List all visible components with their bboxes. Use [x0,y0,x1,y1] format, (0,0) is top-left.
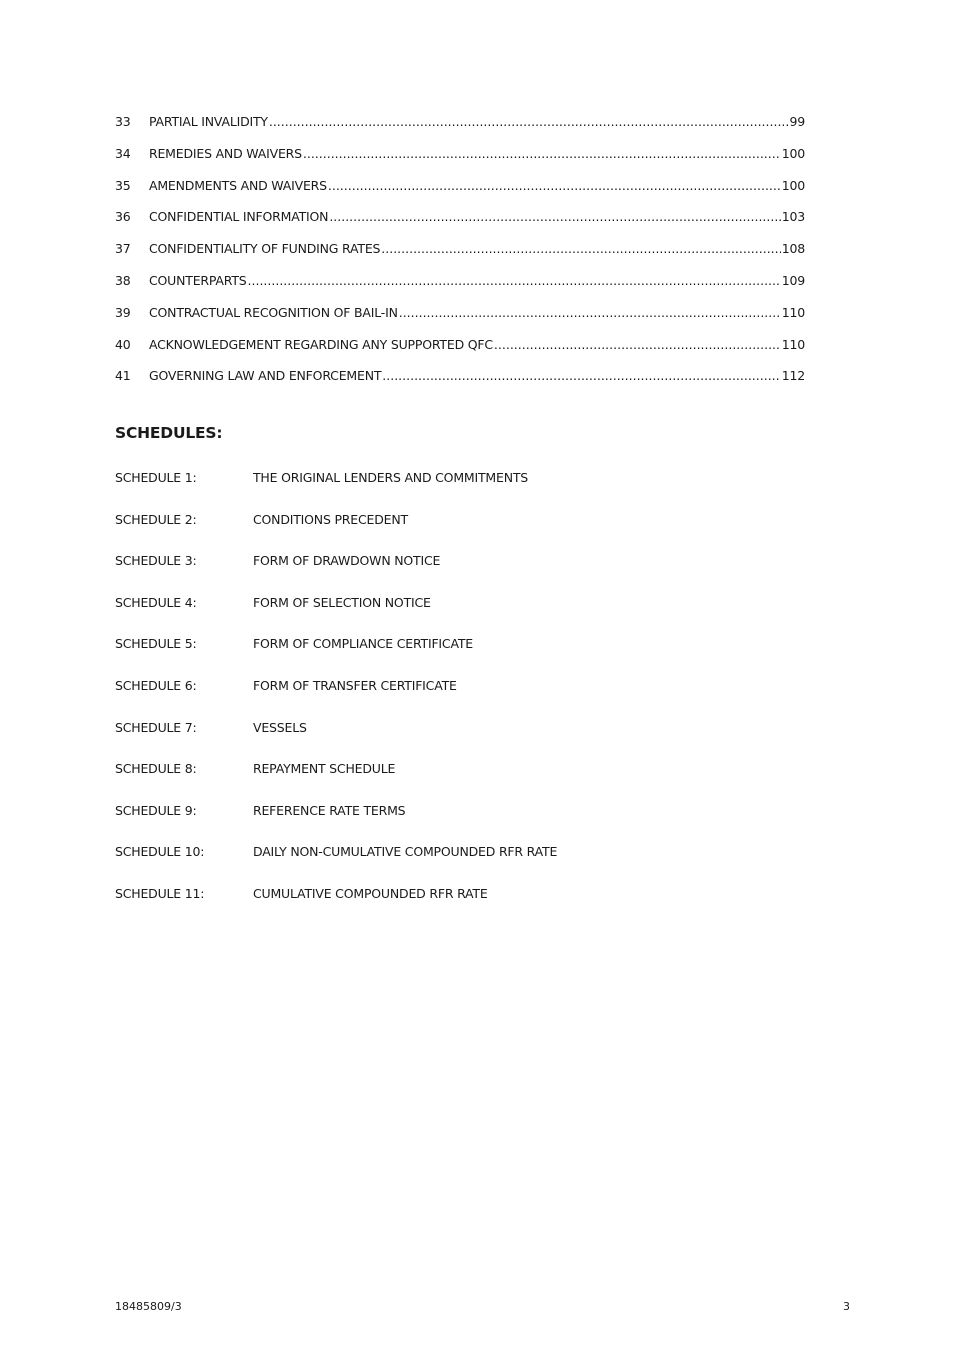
toc-entry-page: 100 [781,177,805,193]
toc-entry[interactable] [115,368,805,400]
schedule-item[interactable] [115,678,815,720]
schedule-item[interactable] [115,803,815,845]
toc-entry-number: 33 [115,114,131,129]
toc-dot-leader [382,368,780,383]
schedule-label: SCHEDULE 9: [115,802,197,818]
schedule-label: SCHEDULE 11: [115,885,205,901]
toc-entry-title: CONTRACTUAL RECOGNITION OF BAIL-IN [149,304,398,320]
toc-dot-leader [494,337,781,352]
schedule-title: FORM OF TRANSFER CERTIFICATE [253,677,457,693]
schedule-item[interactable] [115,720,815,762]
toc-dot-leader [303,146,781,161]
schedule-item[interactable] [115,470,815,512]
schedule-label: SCHEDULE 6: [115,677,197,693]
schedule-label: SCHEDULE 4: [115,594,197,610]
schedule-title: FORM OF SELECTION NOTICE [253,594,431,610]
toc-entry[interactable] [115,209,805,241]
schedule-label: SCHEDULE 10: [115,844,205,860]
toc-entry-title: GOVERNING LAW AND ENFORCEMENT [149,368,382,384]
table-of-contents [115,114,805,400]
toc-dot-leader [248,273,781,288]
toc-entry-number: 41 [115,368,131,384]
toc-entry-title: AMENDMENTS AND WAIVERS [149,177,327,193]
toc-entry-title: REMEDIES AND WAIVERS [149,145,302,161]
toc-entry-number: 39 [115,304,131,320]
schedule-title: THE ORIGINAL LENDERS AND COMMITMENTS [253,470,529,485]
schedule-title: CUMULATIVE COMPOUNDED RFR RATE [253,885,488,901]
toc-entry[interactable] [115,241,805,273]
schedule-item[interactable] [115,553,815,595]
schedule-label: SCHEDULE 7: [115,719,197,735]
toc-entry[interactable] [115,305,805,337]
toc-dot-leader [381,241,780,256]
toc-entry[interactable] [115,146,805,178]
schedule-item[interactable] [115,761,815,803]
schedule-item[interactable] [115,886,815,928]
footer-document-reference: 18485809/3 [115,1300,182,1313]
schedule-title: REFERENCE RATE TERMS [253,802,406,818]
toc-entry-page: 100 [781,145,805,161]
toc-entry[interactable] [115,273,805,305]
schedule-label: SCHEDULE 2: [115,511,197,527]
toc-entry-title: ACKNOWLEDGEMENT REGARDING ANY SUPPORTED QFC [149,336,493,352]
toc-entry[interactable] [115,337,805,369]
toc-entry-page: 99 [789,114,805,129]
toc-entry-number: 40 [115,336,131,352]
toc-entry-page: 112 [781,368,805,384]
toc-entry-number: 38 [115,272,131,288]
schedule-item[interactable] [115,636,815,678]
schedule-item[interactable] [115,512,815,554]
toc-dot-leader [269,114,789,129]
toc-entry-page: 110 [781,336,805,352]
toc-entry-title: CONFIDENTIAL INFORMATION [149,209,329,225]
schedule-item[interactable] [115,844,815,886]
schedule-title: FORM OF COMPLIANCE CERTIFICATE [253,636,473,652]
schedule-label: SCHEDULE 3: [115,553,197,569]
schedule-title: FORM OF DRAWDOWN NOTICE [253,553,441,569]
toc-entry-page: 108 [781,241,805,257]
schedule-title: REPAYMENT SCHEDULE [253,761,396,777]
toc-entry-number: 34 [115,145,131,161]
schedule-title: DAILY NON-CUMULATIVE COMPOUNDED RFR RATE [253,844,558,860]
toc-entry-page: 109 [781,272,805,288]
schedule-item[interactable] [115,595,815,637]
schedule-label: SCHEDULE 8: [115,761,197,777]
toc-entry[interactable] [115,178,805,210]
toc-dot-leader [329,209,780,224]
schedule-label: SCHEDULE 1: [115,470,197,485]
footer-page-number: 3 [843,1300,850,1313]
schedule-label: SCHEDULE 5: [115,636,197,652]
toc-entry-title: COUNTERPARTS [149,272,247,288]
schedules-heading: SCHEDULES: [115,424,223,442]
schedule-title: CONDITIONS PRECEDENT [253,511,408,527]
toc-entry-number: 35 [115,177,131,193]
toc-entry-number: 37 [115,241,131,257]
toc-entry[interactable] [115,114,805,146]
schedules-list [115,470,815,928]
toc-dot-leader [328,178,781,193]
toc-entry-page: 110 [781,304,805,320]
toc-entry-page: 103 [781,209,805,225]
toc-dot-leader [399,305,781,320]
toc-entry-title: PARTIAL INVALIDITY [149,114,268,129]
schedule-title: VESSELS [253,719,307,735]
toc-entry-number: 36 [115,209,131,225]
toc-entry-title: CONFIDENTIALITY OF FUNDING RATES [149,241,381,257]
